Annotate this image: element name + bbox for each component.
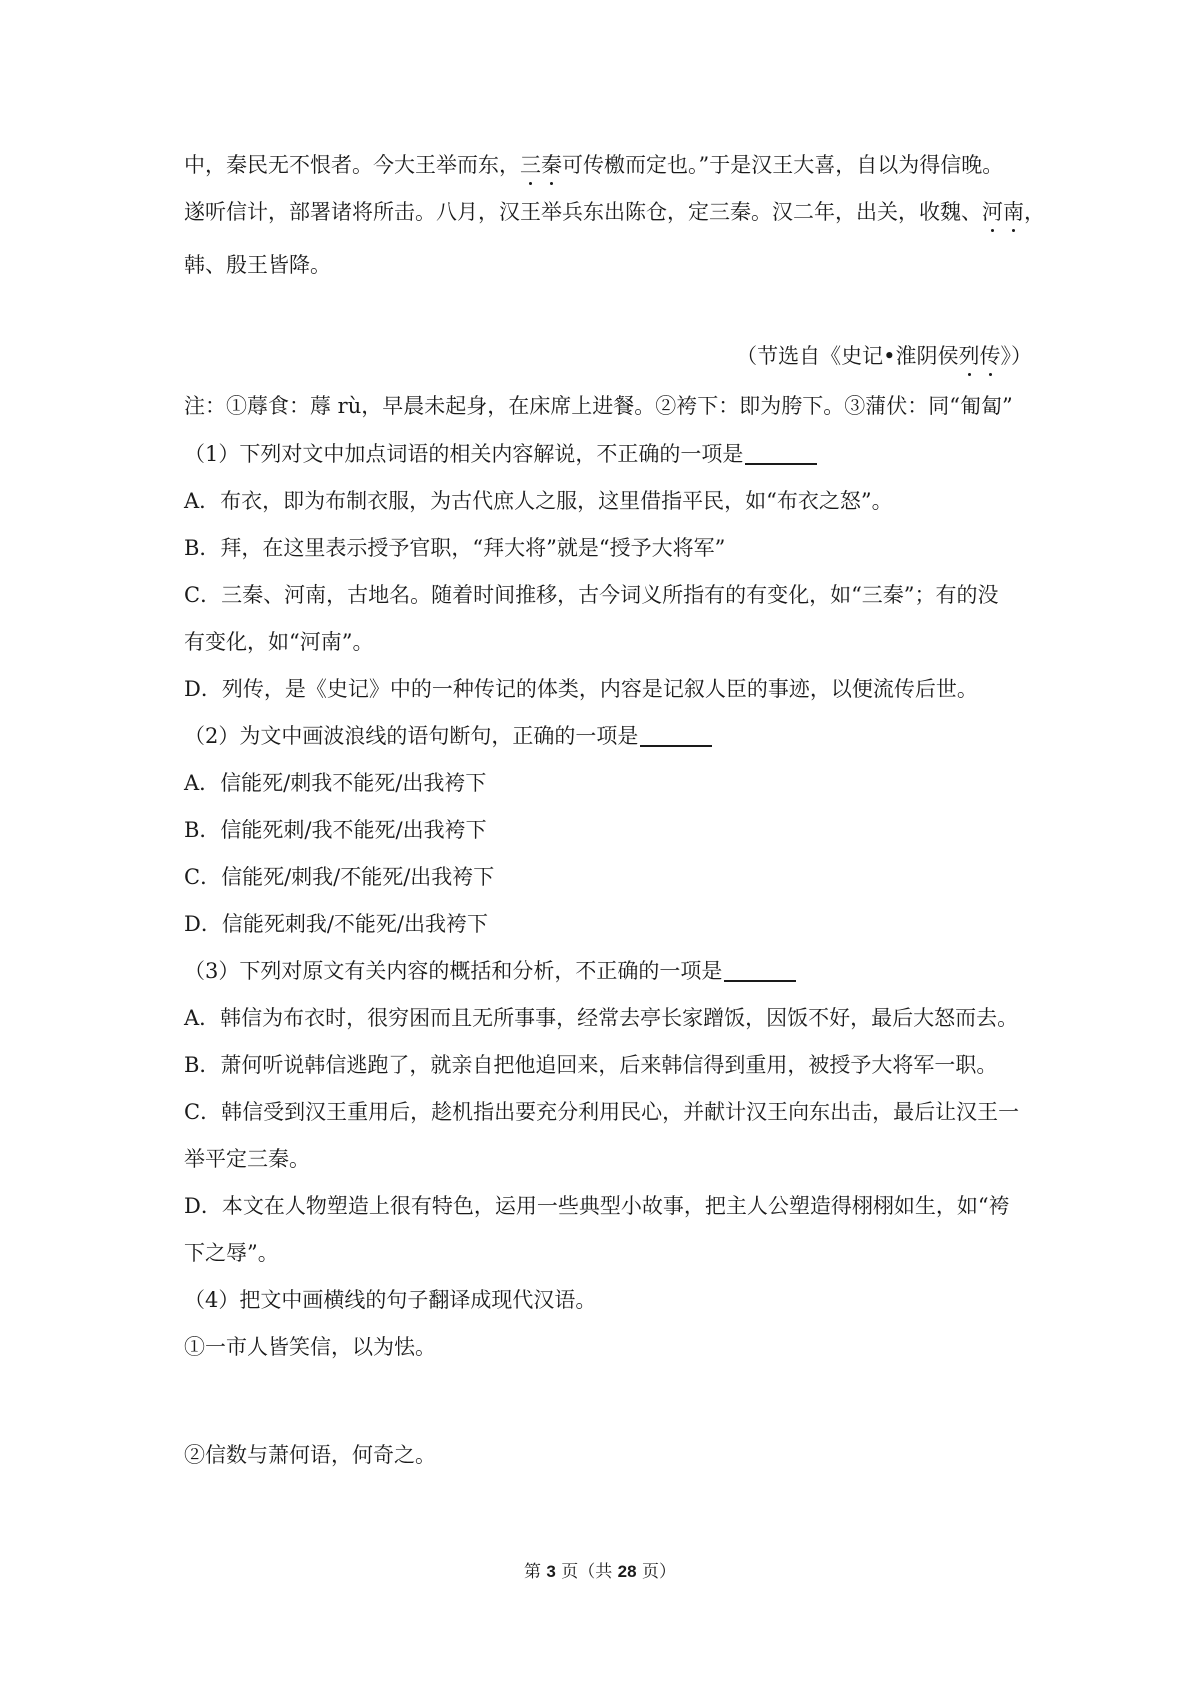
page-number: 3 [546,1562,556,1581]
q2-option-b: B．信能死刺/我不能死/出我袴下 [184,818,487,842]
passage-text: 遂听信计，部署诸将所击。八月，汉王举兵东出陈仓，定三秦。汉二年，出关，收魏、 [184,200,982,224]
question-text: （1）下列对文中加点词语的相关内容解说，不正确的一项是 [184,442,744,466]
q3-option-c-line1: C．韩信受到汉王重用后，趁机指出要充分利用民心，并献计汉王向东出击，最后让汉王一 [184,1100,1020,1124]
footer-text: 页（共 [555,1562,618,1582]
source-citation [736,341,1032,371]
passage-text: ， [1024,200,1045,224]
question-text: （2）为文中画波浪线的语句断句，正确的一项是 [184,724,639,748]
passage-line-1 [184,150,1034,180]
question-4-stem: （4）把文中画横线的句子翻译成现代汉语。 [184,1288,597,1312]
answer-blank[interactable] [745,441,817,465]
emphasis-dot-char: 传 [980,341,1001,371]
q2-option-a: A．信能死/刺我不能死/出我袴下 [184,771,487,795]
question-text: （3）下列对原文有关内容的概括和分析，不正确的一项是 [184,959,723,983]
page-total: 28 [617,1562,637,1581]
emphasis-dot-char: 列 [959,341,980,371]
emphasis-dot-char: 秦 [541,150,562,180]
q4-item-2: ②信数与萧何语，何奇之。 [184,1443,436,1467]
q3-option-d-line2: 下之辱”。 [184,1241,279,1265]
q1-option-c-line1: C．三秦、河南，古地名。随着时间推移，古今词义所指有的有变化，如“三秦”；有的没 [184,583,999,607]
q2-option-d: D．信能死刺我/不能死/出我袴下 [184,912,488,936]
q2-option-c: C．信能死/刺我/不能死/出我袴下 [184,865,495,889]
q3-option-b: B．萧何听说韩信逃跑了，就亲自把他追回来，后来韩信得到重用，被授予大将军一职。 [184,1053,998,1077]
q4-item-1: ①一市人皆笑信，以为怯。 [184,1335,436,1359]
question-2-stem [184,721,1034,751]
q3-option-c-line2: 举平定三秦。 [184,1147,310,1171]
q1-option-b: B．拜，在这里表示授予官职，“拜大将”就是“授予大将军” [184,536,726,560]
footer-text: 第 [523,1562,547,1582]
footnote: 注：①蓐食：蓐 rù，早晨未起身，在床席上进餐。②袴下：即为胯下。③蒲伏：同“匍匐” [184,394,1013,418]
emphasis-dot-char: 三 [520,150,541,180]
q3-option-a: A．韩信为布衣时，很穷困而且无所事事，经常去亭长家蹭饭，因饭不好，最后大怒而去。 [184,1006,1019,1030]
q1-option-c-line2: 有变化，如“河南”。 [184,630,374,654]
passage-text: 中，秦民无不恨者。今大王举而东， [184,153,520,177]
passage-line-2 [184,197,1045,227]
answer-blank[interactable] [640,723,712,747]
source-text: 》） [1000,344,1032,368]
page-footer [0,1560,1200,1584]
emphasis-dot-char: 南 [1003,197,1024,227]
question-3-stem [184,956,1034,986]
source-text: （节选自《史记•淮阴侯 [736,344,959,368]
q1-option-a: A．布衣，即为布制衣服，为古代庶人之服，这里借指平民，如“布衣之怒”。 [184,489,893,513]
emphasis-dot-char: 河 [982,197,1003,227]
passage-line-3: 韩、殷王皆降。 [184,253,331,277]
footer-text: 页） [636,1562,676,1582]
q3-option-d-line1: D．本文在人物塑造上很有特色，运用一些典型小故事，把主人公塑造得栩栩如生，如“袴 [184,1194,1010,1218]
question-1-stem [184,439,1034,469]
passage-text: 可传檄而定也。”于是汉王大喜，自以为得信晚。 [562,153,1004,177]
q1-option-d: D．列传，是《史记》中的一种传记的体类，内容是记叙人臣的事迹，以便流传后世。 [184,677,978,701]
answer-blank[interactable] [724,958,796,982]
